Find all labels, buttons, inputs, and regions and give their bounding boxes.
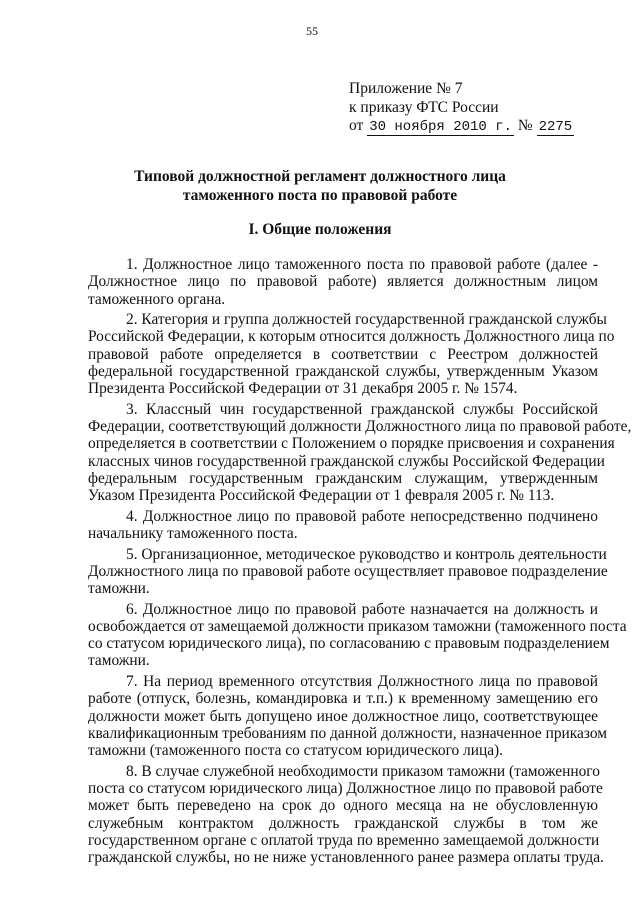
paragraph-line: 6. Должностное лицо по правовой работе назначается на должность и	[126, 600, 598, 618]
paragraph-line: работе (отпуск, болезнь, командировка и т.п.) к временному замещению его	[88, 690, 598, 708]
order-date: 30 ноября 2010 г.	[369, 119, 513, 135]
paragraph-line: может быть переведено на срок до одного месяца на не обусловленную	[88, 797, 598, 815]
paragraph-line: таможни.	[88, 580, 150, 598]
paragraph-line: со статусом юридического лица), по согласованию с правовым подразделением	[88, 635, 610, 653]
paragraph-line: 5. Организационное, методическое руководство и контроль деятельности	[126, 545, 607, 563]
paragraph-line: 2. Категория и группа должностей государственной гражданской службы	[126, 311, 607, 329]
paragraph-6	[88, 600, 627, 670]
paragraph-line: классных чинов государственной гражданской службы Российской Федерации	[88, 452, 605, 470]
paragraph-line: 1. Должностное лицо таможенного поста по правовой работе (далее -	[126, 256, 598, 273]
paragraph-line: Российской Федерации, к которым относится должность Должностного лица по	[88, 328, 615, 346]
page-number: 55	[306, 24, 318, 38]
paragraph-line: определяется в соответствии с Положением о порядке присвоения и сохранения	[88, 435, 615, 453]
appendix-order-line: к приказу ФТС России	[349, 98, 499, 116]
title-line: таможенного поста по правовой работе	[182, 187, 458, 204]
paragraph-line: таможни (таможенного поста со статусом юридического лица).	[88, 742, 504, 760]
paragraph-line: Должностное лицо по правовой работе) является должностным лицом	[88, 273, 598, 291]
paragraph-4	[88, 508, 598, 543]
appendix-header	[349, 80, 574, 137]
paragraph-1	[88, 256, 598, 308]
paragraph-7	[88, 672, 607, 760]
from-label: от	[349, 117, 364, 134]
appendix-line: Приложение № 7	[349, 80, 463, 97]
paragraph-5	[88, 545, 608, 598]
paragraph-line: освобождается от замещаемой должности приказом таможни (таможенного поста	[88, 617, 627, 635]
paragraph-line: квалификационным требованиям по данной должности, назначенное приказом	[88, 724, 607, 742]
paragraph-line: федеральным государственным гражданским служащим, утвержденным	[88, 469, 598, 487]
paragraph-line: 8. В случае служебной необходимости приказом таможни (таможенного	[126, 762, 600, 780]
section-heading: I. Общие положения	[248, 221, 392, 238]
paragraph-line: государственном органе с оплатой труда по временно замещаемой должности	[88, 831, 600, 849]
paragraph-line: таможенного органа.	[88, 290, 226, 308]
paragraph-line: правовой работе определяется в соответствии с Реестром должностей	[88, 345, 598, 363]
paragraph-line: 7. На период временного отсутствия Должностного лица по правовой	[126, 672, 598, 690]
paragraph-line: Указом Президента Российской Федерации от 1 февраля 2005 г. № 113.	[88, 487, 555, 505]
paragraph-line: 3. Классный чин государственной гражданской службы Российской	[126, 400, 598, 418]
paragraph-line: начальнику таможенного поста.	[88, 525, 298, 543]
paragraph-line: служебным контрактом должность гражданской службы в том же	[88, 814, 598, 832]
paragraph-line: федеральной государственной гражданской службы, утвержденным Указом	[88, 362, 598, 380]
document-body	[88, 256, 632, 870]
appendix-date-line	[349, 117, 574, 137]
paragraph-line: должности может быть допущено иное должностное лицо, соответствующее	[88, 707, 598, 725]
paragraph-3	[88, 400, 632, 505]
paragraph-line: 4. Должностное лицо по правовой работе непосредственно подчинено	[126, 507, 598, 525]
paragraph-line: таможни.	[88, 652, 150, 670]
paragraph-line: гражданской службы, но не ниже установленного ранее размера оплаты труда.	[88, 849, 604, 867]
paragraph-2	[88, 311, 615, 398]
paragraph-line: поста со статусом юридического лица) Должностное лицо по правовой работе	[88, 779, 603, 797]
title-line: Типовой должностной регламент должностного лица	[134, 168, 506, 185]
document-title	[0, 167, 640, 205]
paragraph-line: Должностного лица по правовой работе осуществляет правовое подразделение	[88, 562, 608, 580]
paragraph-line: Федерации, соответствующий должности Должностного лица по правовой работе,	[88, 418, 632, 436]
paragraph-line: Президента Российской Федерации от 31 декабря 2005 г. № 1574.	[88, 380, 518, 398]
number-sign: №	[517, 117, 533, 134]
order-number: 2275	[538, 119, 573, 135]
paragraph-8	[88, 762, 604, 867]
